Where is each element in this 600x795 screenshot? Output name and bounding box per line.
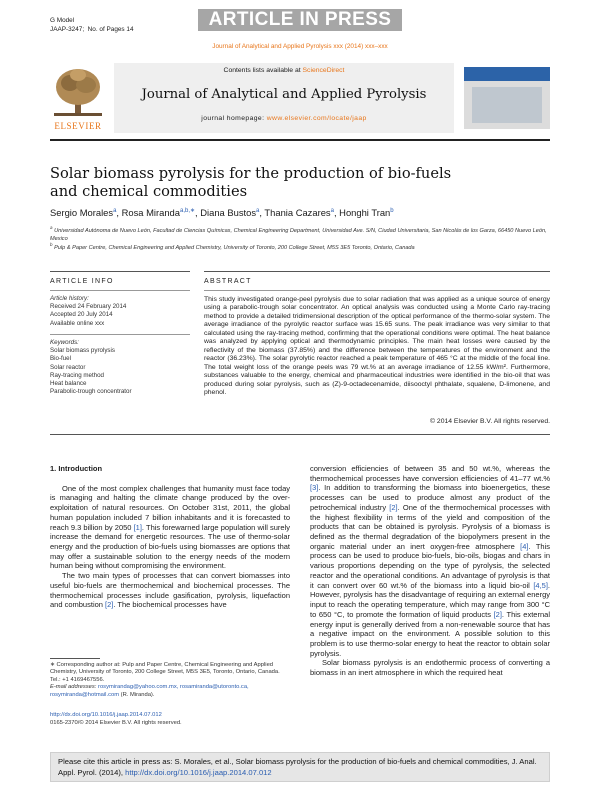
- keyword-item: Solar biomass pyrolysis: [50, 347, 115, 355]
- journal-masthead: [50, 63, 550, 133]
- page-count: No. of Pages 14: [87, 25, 134, 33]
- article-info-heading: ARTICLE INFO: [50, 278, 114, 285]
- section-heading-introduction: 1. Introduction: [50, 464, 103, 473]
- abstract-text: This study investigated orange-peel pyrolysis due to solar radiation that was applied as a unique source of energy using a parabolic-trough solar concentrator. An optical analysis was conducted using a Monte Carlo ray-tracing method to provide a detailed tridimensional description of the optical performance of the thermo-solar system. The average irradiance of the pyrolytic reactor surface was 15.65 suns. The peak irradiance was very similar to that calculated using the ray-tracing method, confirming that the operational conditions were optimal. The heat balance was analyzed by applying optical and thermodynamic principles. The main heat losses were caused by the reflectivity of the biomass (37.85%) and the difference between the temperatures of the environment and the reactor (36.23%). The solar pyrolytic reactor reached a peak temperature of 465 °C at the middle of the focal line. The total weight loss of the orange peels was 79 wt.% at an average irradiance of 12.55 kW/m². Furthermore, substances valuable to the energy, chemical and pharmaceutical industries were identified in the bio-oil that was produced during solar pyrolysis, such as (Z)-9-octadecenamide, diisooctyl phthalate, squalene, D-limonene, and phenol.: [204, 296, 550, 396]
- keyword-item: Parabolic-trough concentrator: [50, 388, 132, 396]
- citation-link[interactable]: [4,5]: [533, 580, 548, 590]
- online-date: Available online xxx: [50, 319, 105, 327]
- article-in-press-banner: ARTICLE IN PRESS: [198, 9, 402, 31]
- author-name[interactable]: Thania Cazares: [264, 207, 331, 219]
- citation-link[interactable]: [2]: [493, 609, 502, 619]
- keyword-list: [50, 347, 190, 396]
- journal-header-box: [114, 63, 454, 133]
- paragraph: Solar biomass pyrolysis is an endothermic process of converting a biomass in an inert atmosphere in which the required heat: [310, 658, 550, 678]
- received-date: Received 24 February 2014: [50, 303, 127, 311]
- doi-block: [50, 712, 290, 727]
- abstract-rule-sub: [204, 290, 550, 291]
- keyword-item: Bio-fuel: [50, 355, 71, 363]
- issn-line: 0165-2370/© 2014 Elsevier B.V. All rights reserved.: [50, 719, 182, 726]
- citation-box: [50, 752, 550, 782]
- keywords-block: [50, 339, 190, 396]
- info-rule-top: [50, 271, 190, 272]
- elsevier-tree-icon: [50, 65, 106, 117]
- sciencedirect-link[interactable]: ScienceDirect: [302, 67, 345, 74]
- accepted-date: Accepted 20 July 2014: [50, 311, 113, 319]
- author-affiliation-marker[interactable]: a: [113, 208, 117, 214]
- footnote-rule: [50, 658, 100, 659]
- citation-link[interactable]: [2]: [105, 600, 114, 610]
- homepage-label: journal homepage:: [201, 115, 267, 122]
- abstract-rule-top: [204, 271, 550, 272]
- citation-link[interactable]: [3]: [310, 483, 319, 493]
- body-column-right: [310, 464, 550, 678]
- journal-title: Journal of Analytical and Applied Pyrolysis: [141, 87, 427, 102]
- abstract-heading: ABSTRACT: [204, 278, 252, 285]
- author-name[interactable]: Sergio Morales: [50, 207, 114, 219]
- keyword-item: Ray-tracing method: [50, 371, 104, 379]
- citation-link[interactable]: [2]: [389, 502, 398, 512]
- journal-homepage: [114, 115, 454, 122]
- manuscript-code: [50, 17, 134, 34]
- masthead-rule: [50, 139, 550, 141]
- paragraph: One of the most complex challenges that humanity must face today is managing and halting the climate change produced by the over-exploitation of natural resources. On October 31st, 2011, the global human population included 7 billion inhabitants and it is forecasted to reach 9.3 billion by 2050 [1]. This forewarned large population will surely increase the demand for energetic resources. The use of thermo-solar energy and the production of bio-fuels using biomasses are options that may offer a sustainable solution to the energy needs of the modern human being without compromising the environment.: [50, 483, 290, 571]
- body-column-left: [50, 464, 290, 610]
- author-affiliation-marker[interactable]: a: [256, 208, 260, 214]
- article-title: Solar biomass pyrolysis for the production of bio-fuels and chemical commodities: [50, 165, 452, 200]
- author-name[interactable]: Rosa Miranda: [121, 207, 180, 219]
- corresponding-author-footnote: ∗ Corresponding author at: Pulp and Paper Centre, Chemical Engineering and Applied Chemistry, University of Toronto, 200 College Street, M5S 3E5, Toronto, Ontario, Canada. Tel.: +1 4169467556. E-mail addresses: rosymirandag@yahoo.com.mx, rosamiranda@utoronto.ca, rosymiranda@hotmail.com (R. Miranda).: [50, 662, 280, 698]
- homepage-link[interactable]: www.elsevier.com/locate/jaap: [266, 115, 367, 122]
- citation-text: Please cite this article in press as: S. Morales, et al., Solar biomass pyrolysis for the production of bio-fuels and chemical commodities, J. Anal. Appl. Pyrol. (2014),: [58, 757, 537, 777]
- affiliation-a: $^a$ Universidad Autónoma de Nuevo León, Facultad de Ciencias Químicas, Chemical Engineering Department, Universidad Ave. S/N, Ciudad Universitaria, San Nicolás de los Garza, 66450 Nuevo León, Mexico: [50, 225, 547, 242]
- history-label: Article history:: [50, 295, 89, 302]
- author-name[interactable]: Diana Bustos: [200, 207, 257, 219]
- model-label: G Model: [50, 17, 75, 24]
- author-affiliation-marker[interactable]: a,b,∗: [180, 208, 196, 214]
- keyword-item: Solar reactor: [50, 363, 86, 371]
- copyright-notice: © 2014 Elsevier B.V. All rights reserved.: [430, 418, 550, 425]
- contents-prefix: Contents lists available at: [223, 67, 303, 74]
- journal-cover-image: [464, 67, 550, 129]
- email-label: E-mail addresses:: [50, 684, 99, 691]
- journal-reference: Journal of Analytical and Applied Pyrolysis xxx (2014) xxx–xxx: [212, 43, 388, 50]
- author-list: Sergio Morales$^a$, Rosa Miranda$^{a,b,∗}$, Diana Bustos$^a$, Thania Cazares$^a$, Honghi Tran$^b$: [50, 207, 394, 219]
- email-addresses[interactable]: rosymirandag@yahoo.com.mx, rosamiranda@utoronto.ca, rosymiranda@hotmail.com: [50, 684, 249, 698]
- citation-link[interactable]: [4]: [520, 541, 529, 551]
- info-rule-sub: [50, 290, 190, 291]
- paragraph: The two main types of processes that can convert biomasses into useful bio-fuels are thermochemical and biochemical processes. The thermochemical processes include gasification, pyrolysis, liquefaction and combustion [2]. The biochemical processes have: [50, 571, 290, 610]
- keywords-label: Keywords:: [50, 339, 79, 346]
- affiliation-b: $^b$ Pulp & Paper Centre, Chemical Engineering and Applied Chemistry, University of Toronto, 200 College Street, M5S 3E5 Toronto, Ontario, Canada: [50, 242, 415, 251]
- publisher-name: ELSEVIER: [54, 121, 102, 131]
- article-history: [50, 295, 190, 328]
- author-affiliation-marker[interactable]: b: [390, 208, 394, 214]
- doi-link[interactable]: http://dx.doi.org/10.1016/j.jaap.2014.07.012: [50, 712, 162, 718]
- abstract-rule-bottom: [50, 434, 550, 435]
- author-affiliation-marker[interactable]: a: [330, 208, 334, 214]
- contents-line: [114, 67, 454, 74]
- elsevier-logo: [50, 65, 106, 131]
- article-code: JAAP-3247;: [50, 25, 85, 33]
- citation-doi-link[interactable]: http://dx.doi.org/10.1016/j.jaap.2014.07.012: [125, 767, 272, 777]
- author-name[interactable]: Honghi Tran: [339, 207, 391, 219]
- keyword-item: Heat balance: [50, 380, 87, 388]
- paragraph: conversion efficiencies of between 35 and 50 wt.%, whereas the thermochemical processes have conversion efficiencies of 41–77 wt.% [3]. In addition to transforming the biomass into bioenergetics, these processes can be used to produce almost any product of the petrochemical industry [2]. One of the thermochemical processes with the highest flexibility in terms of the yield and composition of the products that can be obtained is pyrolysis. Pyrolysis of a biomass is defined as the thermal degradation of the biopolymers present in the organic material under an inert oxygen-free atmosphere [4]. This process can be used to produce bio-fuels, bio-oils, biogas and chars in various proportions depending on the type of pyrolysis, the selected reactor and the operational conditions. An advantage of pyrolysis is that it can convert over 60 wt.% of the biomass into a liquid bio-oil [4,5]. However, pyrolysis has the disadvantage of requiring an external energy input to reach the operating temperature, which may range from 300 °C to 650 °C, to promote the formation of liquid products [2]. This external energy input is generally derived from a non-renewable source that has a negative impact on the environment. A possible solution to this problem is to use thermo-solar energy to heat the reactor to obtain solar pyrolysis.: [310, 464, 550, 658]
- citation-link[interactable]: [1]: [133, 522, 142, 532]
- info-rule-mid: [50, 334, 190, 335]
